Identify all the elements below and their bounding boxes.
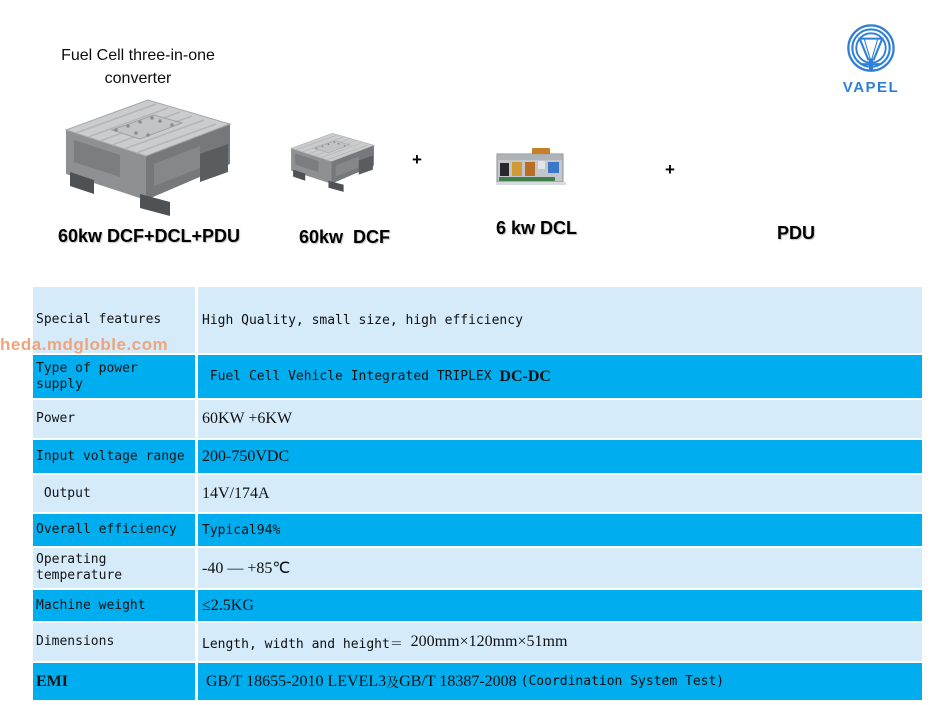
spec-label-power: Power: [33, 400, 195, 438]
spec-value-part: (Coordination System Test): [520, 674, 725, 689]
product-label-combined: 60kw DCF+DCL+PDU: [58, 226, 241, 246]
spec-row-input-voltage-range: [33, 440, 922, 473]
spec-value-type-of-power-supply: [198, 355, 922, 398]
spec-value-part: Fuel Cell Vehicle Integrated TRIPLEX: [202, 369, 500, 384]
vapel-logo: [838, 22, 904, 96]
spec-label-dimensions: Dimensions: [33, 623, 195, 661]
spec-value-output: [198, 475, 922, 512]
spec-value-part: 200-750VDC: [202, 447, 290, 465]
plus-sign-2: +: [665, 160, 675, 179]
spec-row-overall-efficiency: [33, 514, 922, 546]
spec-value-part: Length, width and height＝: [202, 636, 411, 652]
vapel-logo-icon: [838, 22, 904, 76]
spec-value-part: 及: [386, 676, 400, 691]
converter-photo-medium: [283, 129, 379, 193]
spec-value-overall-efficiency: [198, 514, 922, 546]
spec-value-part: GB/T 18387-2008: [399, 672, 521, 690]
spec-label-special-features: Special features: [33, 287, 195, 353]
spec-value-part: -40 — +85℃: [202, 560, 291, 577]
spec-row-dimensions: [33, 623, 922, 661]
page-title: [36, 44, 240, 90]
spec-value-operating-temperature: [198, 548, 922, 588]
spec-value-part: Typical94%: [202, 522, 281, 538]
vapel-logo-text: VAPEL: [842, 79, 900, 96]
spec-value-part: 200mm×120mm×51mm: [410, 633, 568, 650]
spec-row-power: [33, 400, 922, 438]
spec-value-part: High Quality, small size, high efficiency: [202, 312, 523, 328]
spec-value-input-voltage-range: [198, 440, 922, 473]
product-label-dcl: 6 kw DCL: [496, 218, 578, 238]
spec-value-part: GB/T 18655-2010 LEVEL3: [202, 672, 387, 690]
spec-value-part: 60KW +6KW: [202, 410, 293, 427]
spec-value-machine-weight: [198, 590, 922, 621]
product-label-pdu: PDU: [777, 223, 816, 243]
spec-row-output: [33, 475, 922, 512]
plus-sign-1: +: [412, 150, 422, 169]
spec-label-operating-temperature: Operating temperature: [33, 548, 195, 588]
spec-value-part: DC-DC: [499, 367, 551, 385]
spec-value-power: [198, 400, 922, 438]
spec-row-type-of-power-supply: [33, 355, 922, 398]
spec-label-type-of-power-supply: Type of power supply: [33, 355, 195, 398]
spec-row-operating-temperature: [33, 548, 922, 588]
psu-photo: [496, 146, 566, 190]
spec-value-part: ≤2.5KG: [202, 596, 254, 614]
page-title-line1: Fuel Cell three-in-one: [61, 47, 215, 64]
spec-value-emi: [198, 663, 922, 700]
converter-photo-large: [50, 92, 240, 218]
spec-label-emi: EMI: [33, 663, 195, 700]
spec-value-dimensions: [198, 623, 922, 661]
spec-value-special-features: [198, 287, 922, 353]
page-title-line2: converter: [104, 70, 172, 87]
product-label-dcf: 60kw DCF: [299, 227, 391, 247]
watermark-text: heda.mdgloble.com: [0, 335, 169, 354]
spec-label-machine-weight: Machine weight: [33, 590, 195, 621]
spec-row-machine-weight: [33, 590, 922, 621]
spec-label-input-voltage-range: Input voltage range: [33, 440, 195, 473]
spec-label-output: Output: [33, 475, 195, 512]
spec-label-overall-efficiency: Overall efficiency: [33, 514, 195, 546]
spec-row-emi: [33, 663, 922, 700]
spec-value-part: 14V/174A: [202, 484, 270, 502]
